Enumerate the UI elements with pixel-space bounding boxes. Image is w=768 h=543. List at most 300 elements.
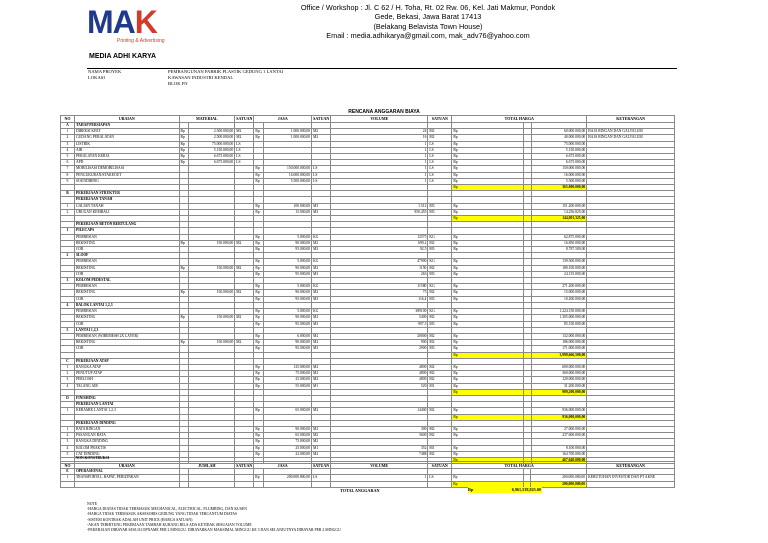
row-no: 5 xyxy=(61,154,75,160)
row-total-rp: Rp xyxy=(452,166,523,172)
row-total: 1.305.000.000,00 xyxy=(531,315,587,321)
row-uraian: RANGKA ATAP xyxy=(74,364,179,370)
row-jasa-rp: Rp xyxy=(254,377,264,383)
row-total: 200.000.000,00 xyxy=(531,475,587,481)
col-keterangan: KETERANGAN xyxy=(587,116,675,123)
row-jasa-rp: Rp xyxy=(254,445,264,451)
row-total-rp: Rp xyxy=(452,408,523,414)
row-jasa-satuan: M3 xyxy=(312,271,331,277)
row-jasa-rp: Rp xyxy=(254,209,264,215)
row-volume: 92,5 xyxy=(331,247,428,253)
row-total: 62.875.000,00 xyxy=(531,234,587,240)
row-no: C xyxy=(61,358,75,364)
row-jasa-rp: Rp xyxy=(254,364,264,370)
row-jasa-satuan: LS xyxy=(312,166,331,172)
row-jasa-satuan: KG xyxy=(312,234,331,240)
row-uraian: PEKERJAAN BETON BERTULANG xyxy=(74,222,179,228)
row-volume: 11580 xyxy=(331,284,428,290)
row-jasa-satuan: M2 xyxy=(312,333,331,339)
row-total-rp: Rp xyxy=(452,451,523,457)
row-total: 8.100.000,00 xyxy=(531,445,587,451)
row-jasa-satuan: LS xyxy=(312,172,331,178)
grand-total-box xyxy=(468,487,542,493)
row-total: 14.256.825,00 xyxy=(531,209,587,215)
row-uraian: KOLOM PEDESTAL xyxy=(74,278,179,284)
letterhead xyxy=(0,0,768,72)
row-jasa: 90.000,00 xyxy=(264,290,312,296)
row-total-rp: Rp xyxy=(452,371,523,377)
row-uraian: PEKERJAAN TANAH xyxy=(74,197,179,203)
meta-values xyxy=(168,69,283,87)
row-jasa-rp: Rp xyxy=(254,172,264,178)
row-jasa: 25.000,00 xyxy=(264,445,312,451)
project-label: NAMA PROYEK xyxy=(88,69,122,74)
row-volume-satuan: M2 xyxy=(428,315,452,321)
nk-col-total: TOTAL HARGA xyxy=(452,462,587,469)
row-total: 85.150.000,00 xyxy=(531,321,587,327)
location-label: LOKASI xyxy=(88,75,105,80)
row-total: 5.500.000,00 xyxy=(531,178,587,184)
row-total-rp: Rp xyxy=(452,240,523,246)
row-no: 1 xyxy=(61,426,75,432)
row-volume-satuan: M2 xyxy=(428,377,452,383)
row-material-rp: Rp xyxy=(179,340,189,346)
row-jasa-rp: Rp xyxy=(254,346,264,352)
subtotal-value: 200,000,000,00 xyxy=(531,481,587,487)
col-jasa: JASA xyxy=(254,116,312,123)
row-material-satuan: LS xyxy=(235,141,254,147)
subtotal-total-rp: Rp xyxy=(452,389,523,395)
row-material-satuan: LS xyxy=(235,154,254,160)
row-uraian: OPERASIONAL xyxy=(74,469,179,475)
col-no: NO xyxy=(61,116,75,123)
row-total-rp: Rp xyxy=(452,309,523,315)
row-jasa-rp: Rp xyxy=(254,265,264,271)
row-jasa-rp: Rp xyxy=(254,475,264,481)
row-volume-satuan: M2 xyxy=(428,364,452,370)
row-total-rp: Rp xyxy=(452,147,523,153)
row-material: 6.675.000,00 xyxy=(189,154,235,160)
row-uraian: SOUNDIRING xyxy=(74,178,179,184)
row-jasa: 95.000,00 xyxy=(264,296,312,302)
nk-col-jasa: JASA xyxy=(254,462,312,469)
row-jasa-rp: Rp xyxy=(254,166,264,172)
row-no: 3 xyxy=(61,141,75,147)
row-material: 6.675.000,00 xyxy=(189,160,235,166)
row-jasa: 95.000,00 xyxy=(264,346,312,352)
row-volume-satuan: LS xyxy=(428,475,452,481)
row-total: 60.000.000,00 xyxy=(531,129,587,135)
row-material: 150.000,00 xyxy=(189,240,235,246)
address-line: Office / Workshop : Jl. C 62 / H. Toha, Rt. 02 Rw. 06, Kel. Jati Makmur, Pondok xyxy=(300,3,556,12)
row-total-rp: Rp xyxy=(452,209,523,215)
row-jasa: 150.000.000,00 xyxy=(264,166,312,172)
row-volume: 1 xyxy=(331,475,428,481)
row-volume: 389100 xyxy=(331,309,428,315)
row-uraian: TALANG AIR xyxy=(74,383,179,389)
non-construction-table xyxy=(60,456,675,488)
row-volume-satuan: M3 xyxy=(428,346,452,352)
row-no: E xyxy=(61,469,75,475)
row-jasa-satuan: M3 xyxy=(312,346,331,352)
row-total: 237.600.000,00 xyxy=(531,433,587,439)
row-total: 6.675.000,00 xyxy=(531,154,587,160)
row-total: 8.787.500,00 xyxy=(531,247,587,253)
row-volume: 950,455 xyxy=(331,209,428,215)
row-total: 10.200.000,00 xyxy=(531,296,587,302)
row-jasa-satuan: KG xyxy=(312,259,331,265)
row-uraian: RANGKA DINDING xyxy=(74,439,179,445)
row-total: 186.000.000,00 xyxy=(531,340,587,346)
row-volume: 12575 xyxy=(331,234,428,240)
note-line: -SISTEM KONTRAK ADALAH UNIT PRICE (HARGA SATUAN) xyxy=(87,517,193,522)
row-total-rp: Rp xyxy=(452,154,523,160)
row-total: 24.135.000,00 xyxy=(531,271,587,277)
budget-rows xyxy=(61,123,675,464)
row-volume: 1150 xyxy=(331,265,428,271)
row-jasa: 1.000.000,00 xyxy=(264,135,312,141)
subtotal-total: 365.000.000,00 xyxy=(531,185,587,191)
row-jasa-rp: Rp xyxy=(254,333,264,339)
row-uraian: BEKISTING xyxy=(74,315,179,321)
row-jasa-rp: Rp xyxy=(254,129,264,135)
nk-col-volume-satuan: SATUAN xyxy=(428,462,452,469)
col-uraian: URAIAN xyxy=(74,116,179,123)
meta-labels xyxy=(88,69,121,81)
row-jasa-rp: Rp xyxy=(254,259,264,265)
nk-col-jumlah: JUMLAH xyxy=(179,462,235,469)
row-no: 2 xyxy=(61,371,75,377)
row-total-rp: Rp xyxy=(452,203,523,209)
block-value: BLOK FN xyxy=(168,81,188,86)
row-uraian: PEKERJAAN LANTAI xyxy=(74,402,179,408)
row-jasa: 200.000.000,00 xyxy=(264,475,312,481)
row-jasa-satuan: M3 xyxy=(312,209,331,215)
logo-mark: MAK xyxy=(87,4,157,40)
row-total-rp: Rp xyxy=(452,364,523,370)
row-volume: 7488 xyxy=(331,451,428,457)
row-material-satuan: M2 xyxy=(235,129,254,135)
row-volume: 1 xyxy=(331,141,428,147)
row-no: 1 xyxy=(61,129,75,135)
row-no: 4 xyxy=(61,302,75,308)
row-total: 132.000.000,00 xyxy=(531,333,587,339)
row-jasa-satuan: M1 xyxy=(312,383,331,389)
row-uraian: KOLOM PRAKTIS xyxy=(74,445,179,451)
row-jasa-satuan: M2 xyxy=(312,135,331,141)
row-total-rp: Rp xyxy=(452,160,523,166)
row-jasa-satuan: M3 xyxy=(312,203,331,209)
row-jasa-satuan: LS xyxy=(312,178,331,184)
row-uraian: BEKISTING xyxy=(74,265,179,271)
row-jasa: 90.000,00 xyxy=(264,240,312,246)
row-uraian: BEKISTING xyxy=(74,290,179,296)
row-uraian: KERAMIK LANTAI 1,2,3 xyxy=(74,408,179,414)
row-volume-satuan: LS xyxy=(428,178,452,184)
row-jasa-satuan: M2 xyxy=(312,129,331,135)
logo-company-name: MEDIA ADHI KARYA xyxy=(89,53,157,60)
row-uraian: BEKISTING xyxy=(74,340,179,346)
row-uraian: DIREKSI KEET xyxy=(74,129,179,135)
row-jasa: 5.000,00 xyxy=(264,259,312,265)
row-jasa: 100.000,00 xyxy=(264,203,312,209)
row-volume-satuan: LS xyxy=(428,147,452,153)
row-total: 164.700.000,00 xyxy=(531,451,587,457)
row-material: 2.500.000,00 xyxy=(189,135,235,141)
grand-total-rp: Rp xyxy=(468,487,474,492)
row-volume-satuan: M2 xyxy=(428,265,452,271)
row-volume-satuan: KG xyxy=(428,259,452,265)
row-keterangan: BAJA RINGAN DAN GALVALUM xyxy=(587,129,675,135)
row-total-rp: Rp xyxy=(452,234,523,240)
row-jasa-rp: Rp xyxy=(254,321,264,327)
row-uraian: PILECAPS xyxy=(74,228,179,234)
row-volume-satuan: M2 xyxy=(428,451,452,457)
row-material-rp: Rp xyxy=(179,147,189,153)
row-uraian: PEKERJAAN ATAP xyxy=(74,358,179,364)
logo-tagline: Printing & Advertising xyxy=(117,38,165,44)
row-jasa-satuan: M2 xyxy=(312,371,331,377)
subtotal-total-rp: Rp xyxy=(452,216,523,222)
row-jasa-satuan: KG xyxy=(312,309,331,315)
row-uraian: BATA RINGAN xyxy=(74,426,179,432)
row-jasa-satuan: M2 xyxy=(312,364,331,370)
row-jasa: 90.000,00 xyxy=(264,315,312,321)
row-total: 271.200.000,00 xyxy=(531,284,587,290)
row-material: 150.000,00 xyxy=(189,315,235,321)
row-keterangan: KEBUTUHAN INVESTOR DAN PT AKNE xyxy=(587,475,675,481)
row-total: 600.000.000,00 xyxy=(531,364,587,370)
row-volume-satuan: KG xyxy=(428,284,452,290)
col-volume-satuan: SATUAN xyxy=(428,116,452,123)
subtotal-total: 467,640,000,00 xyxy=(531,457,587,463)
row-uraian: TRANSPORTAL, RAPAT, PERIZINKAN xyxy=(74,475,179,481)
row-total-rp: Rp xyxy=(452,135,523,141)
row-no: 5 xyxy=(61,327,75,333)
row-uraian: PEMBESIAN (WIREMESH 2X LAYER) xyxy=(74,333,179,339)
row-volume-satuan: LS xyxy=(428,166,452,172)
row-volume: 5400 xyxy=(331,315,428,321)
row-volume: 75 xyxy=(331,290,428,296)
row-jasa: 95.000,00 xyxy=(264,321,312,327)
row-volume: 1 xyxy=(331,178,428,184)
document-title: RENCANA ANGGARAN BIAYA xyxy=(348,109,420,115)
row-uraian: PERALATAN KERJA xyxy=(74,154,179,160)
row-jasa: 55.000,00 xyxy=(264,383,312,389)
row-no: 4 xyxy=(61,147,75,153)
row-jasa-satuan: M2 xyxy=(312,290,331,296)
row-material-satuan: LS xyxy=(235,147,254,153)
row-volume: 1.512 xyxy=(331,203,428,209)
row-jasa-satuan: M2 xyxy=(312,240,331,246)
row-uraian: BEKISTING xyxy=(74,240,179,246)
row-jasa: 90.000,00 xyxy=(264,265,312,271)
row-volume: 20000 xyxy=(331,333,428,339)
row-no: 8 xyxy=(61,172,75,178)
row-volume-satuan: LS xyxy=(428,160,452,166)
row-jasa-satuan: M2 xyxy=(312,439,331,445)
row-material: 75.000.000,00 xyxy=(189,141,235,147)
row-total-rp: Rp xyxy=(452,445,523,451)
row-total: 180.100.000,00 xyxy=(531,265,587,271)
row-total: 120.000.000,00 xyxy=(531,377,587,383)
row-total: 75.000.000,00 xyxy=(531,141,587,147)
row-total-rp: Rp xyxy=(452,377,523,383)
row-volume: 116,4 xyxy=(331,296,428,302)
row-jasa-rp: Rp xyxy=(254,247,264,253)
note-line: -AKAN TERHITUNG PEKERJAAN TAMBAH KURANG BILA ADA KETIDAK SESUAIAN VOLUME xyxy=(87,522,252,527)
row-uraian: LISTRIK xyxy=(74,141,179,147)
row-volume-satuan: M2 xyxy=(428,340,452,346)
row-total: 1.224.150.000,00 xyxy=(531,309,587,315)
row-no: 3 xyxy=(61,439,75,445)
row-uraian: PERLOAH xyxy=(74,377,179,383)
row-material-satuan: M2 xyxy=(235,265,254,271)
subtotal-row xyxy=(61,481,675,487)
row-material-satuan: M2 xyxy=(235,340,254,346)
row-uraian: COR xyxy=(74,271,179,277)
row-jasa: 75.000,00 xyxy=(264,439,312,445)
row-total: 16.000.000,00 xyxy=(531,172,587,178)
row-uraian: APD xyxy=(74,160,179,166)
row-volume: 699,2 xyxy=(331,240,428,246)
subtotal-total: 144,001,325,00 xyxy=(531,216,587,222)
row-jasa-rp: Rp xyxy=(254,178,264,184)
row-jasa-rp: Rp xyxy=(254,296,264,302)
row-jasa: 90.000,00 xyxy=(264,426,312,432)
row-volume-satuan: M3 xyxy=(428,321,452,327)
col-total: TOTAL HARGA xyxy=(452,116,587,123)
row-volume: 520 xyxy=(331,383,428,389)
row-jasa-rp: Rp xyxy=(254,383,264,389)
subtotal-total-rp: Rp xyxy=(452,185,523,191)
row-material: 2.500.000,00 xyxy=(189,129,235,135)
address-line: Email : media.adhikarya@gmail.com, mak_adv76@yahoo.com xyxy=(326,31,530,41)
nk-col-uraian: URAIAN xyxy=(74,462,179,469)
row-total-rp: Rp xyxy=(452,247,523,253)
nk-col-volume: VOLUME xyxy=(331,462,428,469)
row-material-satuan: M2 xyxy=(235,135,254,141)
row-jasa-satuan: M3 xyxy=(312,296,331,302)
row-volume-satuan: M1 xyxy=(428,383,452,389)
row-total-rp: Rp xyxy=(452,321,523,327)
row-uraian: URUGAN KEMBALI xyxy=(74,209,179,215)
row-no: 6 xyxy=(61,160,75,166)
row-jasa: 125.000,00 xyxy=(264,364,312,370)
table-header xyxy=(61,116,675,123)
row-jasa: 95.000,00 xyxy=(264,271,312,277)
row-no: 3 xyxy=(61,377,75,383)
row-jasa-satuan: M2 xyxy=(312,433,331,439)
row-material: 150.000,00 xyxy=(189,290,235,296)
row-volume-satuan: M2 xyxy=(428,129,452,135)
row-jasa-rp: Rp xyxy=(254,234,264,240)
row-jasa: 75.000,00 xyxy=(264,371,312,377)
row-keterangan: BAJA RINGAN DAN GALVALUM xyxy=(587,135,675,141)
address-line: Gede, Bekasi, Jawa Barat 17413 xyxy=(374,12,482,22)
row-total-rp: Rp xyxy=(452,426,523,432)
row-material-rp: Rp xyxy=(179,135,189,141)
row-volume-satuan: M2 xyxy=(428,433,452,439)
row-jasa-satuan: M2 xyxy=(312,451,331,457)
subtotal-total-rp: Rp xyxy=(452,352,523,358)
row-jasa-rp: Rp xyxy=(254,426,264,432)
row-uraian: PEMBESIAN xyxy=(74,234,179,240)
row-no: 2 xyxy=(61,433,75,439)
subtotal-total-rp: Rp xyxy=(452,414,523,420)
row-uraian: PEMBESIAN xyxy=(74,284,179,290)
row-jasa-satuan: KG xyxy=(312,284,331,290)
row-material: 5.150.000,00 xyxy=(189,147,235,153)
row-jasa-satuan: M2 xyxy=(312,377,331,383)
row-material-satuan: LS xyxy=(235,160,254,166)
row-uraian: BALOK LANTAI 1,2,3 xyxy=(74,302,179,308)
row-jasa-satuan: M3 xyxy=(312,321,331,327)
subtotal-total: 3,999,666,500,00 xyxy=(531,352,587,358)
row-total-rp: Rp xyxy=(452,333,523,339)
row-volume-satuan: LS xyxy=(428,141,452,147)
row-jasa: 90.000,00 xyxy=(264,340,312,346)
non-construction-title: NON KONSTRUKSI xyxy=(75,456,110,460)
row-material-rp: Rp xyxy=(179,240,189,246)
row-volume: 1 xyxy=(331,166,428,172)
row-volume: 4800 xyxy=(331,371,428,377)
grand-total-label: TOTAL ANGGARAN xyxy=(340,488,380,493)
row-volume: 2900 xyxy=(331,346,428,352)
row-no: 3 xyxy=(61,278,75,284)
row-total-rp: Rp xyxy=(452,296,523,302)
row-total-rp: Rp xyxy=(452,383,523,389)
row-jasa-rp: Rp xyxy=(254,433,264,439)
row-uraian: PEMBESIAN xyxy=(74,309,179,315)
row-jasa: 5.000,00 xyxy=(264,284,312,290)
row-jasa-rp: Rp xyxy=(254,408,264,414)
row-uraian: SLOOF xyxy=(74,253,179,259)
row-total: 171.000.000,00 xyxy=(531,346,587,352)
row-material-rp: Rp xyxy=(179,265,189,271)
row-total-rp: Rp xyxy=(452,271,523,277)
row-uraian: PASANGAN BATA xyxy=(74,433,179,439)
subtotal-total: 909,200,000,00 xyxy=(531,389,587,395)
note-line: -HARGA TIDAK TERMASUK AKSESORIS GEDUNG YANG TIDAK TERCANTUM DIATAS xyxy=(87,512,238,517)
row-jasa-rp: Rp xyxy=(254,371,264,377)
row-total: 16.850.000,00 xyxy=(531,240,587,246)
row-uraian: COR xyxy=(74,321,179,327)
row-material-rp: Rp xyxy=(179,160,189,166)
row-volume: 14400 xyxy=(331,408,428,414)
row-jasa: 5.500.000,00 xyxy=(264,178,312,184)
row-volume: 900 xyxy=(331,340,428,346)
row-no: 1 xyxy=(61,475,75,481)
row-jasa-rp: Rp xyxy=(254,271,264,277)
row-volume: 24 xyxy=(331,129,428,135)
row-no: 1 xyxy=(61,228,75,234)
row-total: 139.500.000,00 xyxy=(531,259,587,265)
row-uraian: COR xyxy=(74,346,179,352)
row-volume: 47900 xyxy=(331,259,428,265)
row-total-rp: Rp xyxy=(452,178,523,184)
row-jasa-rp: Rp xyxy=(254,203,264,209)
row-volume: 3600 xyxy=(331,433,428,439)
row-jasa-satuan: M3 xyxy=(312,247,331,253)
note-line: -HARGA DIATAS TIDAK TERMASUK MECHANICAL, ELECTRICAL, PLUMBING, DAN KUSEN xyxy=(87,507,247,512)
row-jasa: 65.000,00 xyxy=(264,433,312,439)
row-volume: 1 xyxy=(331,160,428,166)
row-volume-satuan: M2 xyxy=(428,426,452,432)
row-jasa-satuan: M1 xyxy=(312,445,331,451)
row-volume: 4800 xyxy=(331,364,428,370)
row-uraian: GUDANG PERALATAN xyxy=(74,135,179,141)
